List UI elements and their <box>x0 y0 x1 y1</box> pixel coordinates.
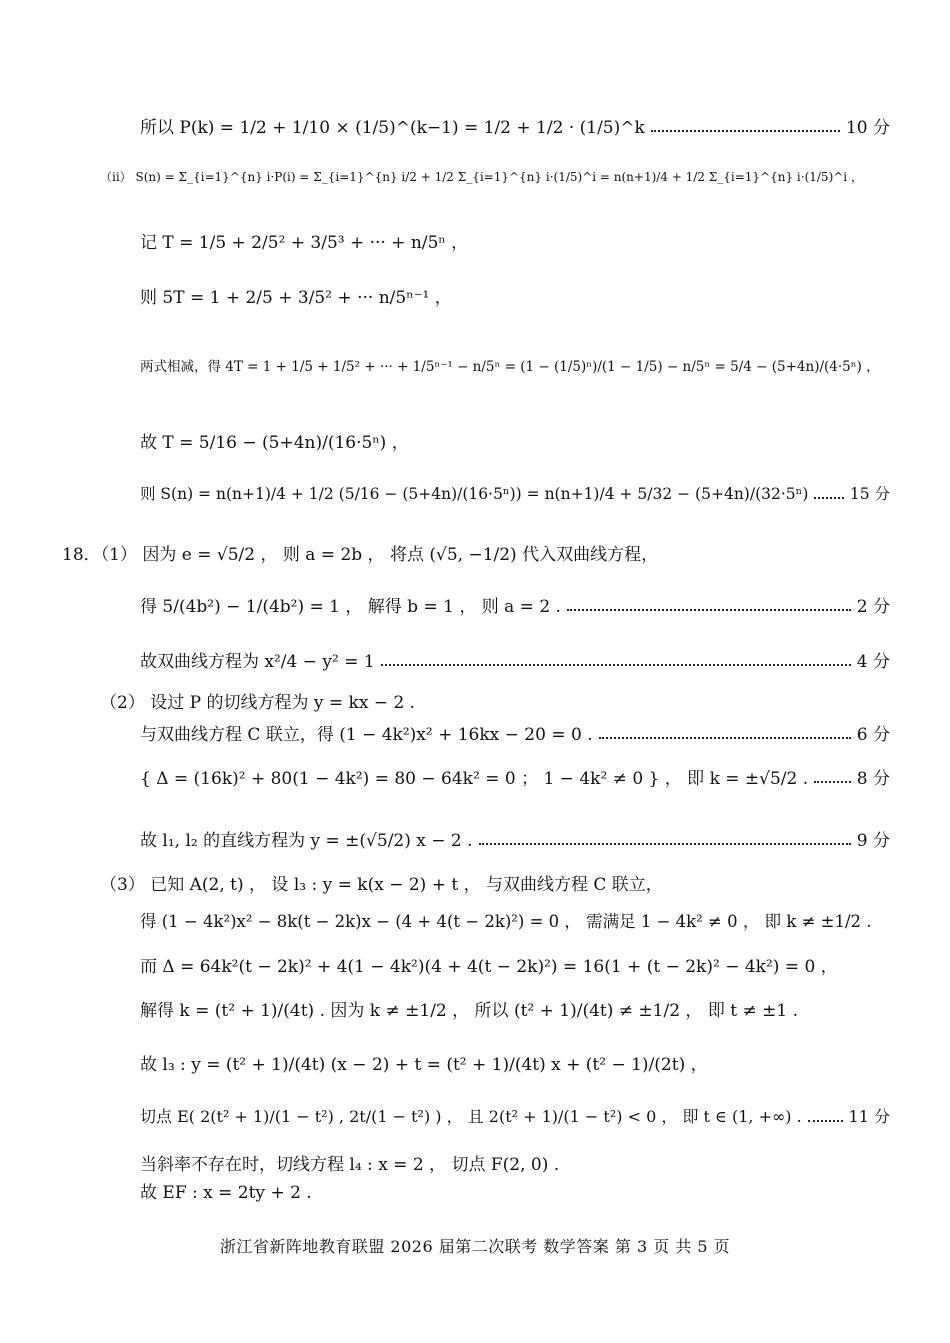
score-label: 11 分 <box>848 1107 890 1126</box>
solution-line-l04 <box>140 283 452 308</box>
solution-line-l01 <box>140 113 890 138</box>
solution-line-l19 <box>140 1050 708 1075</box>
score-label: 9 分 <box>856 831 890 851</box>
solution-line-l10 <box>140 647 890 672</box>
solution-line-l03 <box>140 228 468 253</box>
solution-text: 18．（1） 因为 e = √5/2 ， 则 a = 2b ， 将点 (√5, −1/2) 代入双曲线方程， <box>62 545 659 565</box>
solution-line-l22 <box>140 1178 312 1203</box>
dot-leader <box>814 781 851 783</box>
solution-text: 故 EF : x = 2ty + 2 . <box>140 1183 312 1203</box>
solution-text: 与双曲线方程 C 联立，得 (1 − 4k²)x² + 16kx − 20 = 0 . <box>140 725 593 745</box>
solution-line-l08 <box>62 540 658 565</box>
solution-line-l07 <box>140 482 890 504</box>
solution-text: 切点 E( 2(t² + 1)/(1 − t²) , 2t/(1 − t²) ) ， 且 2(t² + 1)/(1 − t²) < 0 ， 即 t ∈ (1, +∞) . <box>140 1107 802 1126</box>
dot-leader <box>651 130 840 132</box>
solution-line-l15 <box>100 870 663 895</box>
solution-text: { Δ = (16k)² + 80(1 − 4k²) = 80 − 64k² = 0 ； 1 − 4k² ≠ 0 } ， 即 k = ±√5/2 . <box>140 769 809 789</box>
solution-line-l14 <box>140 826 890 851</box>
solution-line-l11 <box>100 688 415 713</box>
solution-text: （2） 设过 P 的切线方程为 y = kx − 2 . <box>100 693 416 713</box>
solution-text: 得 (1 − 4k²)x² − 8k(t − 2k)x − (4 + 4(t − 2k)²) = 0 ， 需满足 1 − 4k² ≠ 0 ， 即 k ≠ ±1/2 . <box>140 912 872 931</box>
solution-text: （ii） S(n) = Σ_{i=1}^{n} i·P(i) = Σ_{i=1}^{n} i/2 + 1/2 Σ_{i=1}^{n} i·(1/5)^i = n(n+1)/4 + 1/2 Σ_{i=1}^{n} i·(1/5)^i ， <box>100 170 863 184</box>
solution-line-l05 <box>140 355 880 375</box>
score-label: 10 分 <box>845 118 890 138</box>
solution-line-l02 <box>100 168 863 185</box>
dot-leader <box>808 1120 843 1122</box>
solution-line-l12 <box>140 720 890 745</box>
dot-leader <box>381 664 851 666</box>
solution-text: 故 T = 5/16 − (5+4n)/(16·5ⁿ) ， <box>140 433 409 453</box>
solution-text: 解得 k = (t² + 1)/(4t) . 因为 k ≠ ±1/2 ， 所以 (t² + 1)/(4t) ≠ ±1/2 ， 即 t ≠ ±1 . <box>140 1001 798 1021</box>
page-footer: 浙江省新阵地教育联盟 2026 届第二次联考 数学答案 第 3 页 共 5 页 <box>219 1237 731 1256</box>
solution-line-l17 <box>140 952 838 977</box>
solution-text: 所以 P(k) = 1/2 + 1/10 × (1/5)^(k−1) = 1/2 + 1/2 · (1/5)^k <box>140 118 645 138</box>
solution-text: 当斜率不存在时，切线方程 l₄ : x = 2 ， 切点 F(2, 0) . <box>140 1155 560 1175</box>
score-label: 6 分 <box>856 725 890 745</box>
dot-leader <box>479 843 851 845</box>
score-label: 8 分 <box>856 769 890 789</box>
dot-leader <box>567 609 851 611</box>
solution-text: 得 5/(4b²) − 1/(4b²) = 1 ， 解得 b = 1 ， 则 a = 2 . <box>140 597 561 617</box>
solution-line-l16 <box>140 908 872 932</box>
score-label: 4 分 <box>856 652 890 672</box>
solution-text: 记 T = 1/5 + 2/5² + 3/5³ + ··· + n/5ⁿ ， <box>140 233 469 253</box>
dot-leader <box>814 497 843 499</box>
solution-text: 而 Δ = 64k²(t − 2k)² + 4(1 − 4k²)(4 + 4(t − 2k)²) = 16(1 + (t − 2k)² − 4k²) = 0 ， <box>140 957 838 977</box>
score-label: 15 分 <box>849 485 890 503</box>
solution-text: 两式相减，得 4T = 1 + 1/5 + 1/5² + ··· + 1/5ⁿ⁻¹ − n/5ⁿ = (1 − (1/5)ⁿ)/(1 − 1/5) − n/5ⁿ = 5/4 − (5+4n)/(4·5ⁿ) ， <box>140 359 880 375</box>
score-label: 2 分 <box>856 597 890 617</box>
solution-text: 则 S(n) = n(n+1)/4 + 1/2 (5/16 − (5+4n)/(16·5ⁿ)) = n(n+1)/4 + 5/32 − (5+4n)/(32·5ⁿ) <box>140 485 809 503</box>
solution-text: 则 5T = 1 + 2/5 + 3/5² + ··· n/5ⁿ⁻¹ ， <box>140 288 452 308</box>
dot-leader <box>599 737 851 739</box>
solution-text: 故 l₃ : y = (t² + 1)/(4t) (x − 2) + t = (t² + 1)/(4t) x + (t² − 1)/(2t) ， <box>140 1055 708 1075</box>
solution-text: 故双曲线方程为 x²/4 − y² = 1 <box>140 652 375 672</box>
solution-line-l06 <box>140 428 409 453</box>
solution-line-l13 <box>140 764 890 789</box>
solution-line-l20 <box>140 1104 890 1127</box>
solution-line-l09 <box>140 592 890 617</box>
solution-line-l21 <box>140 1150 559 1175</box>
solution-text: 故 l₁, l₂ 的直线方程为 y = ±(√5/2) x − 2 . <box>140 831 473 851</box>
solution-text: （3） 已知 A(2, t) ， 设 l₃ : y = k(x − 2) + t ， 与双曲线方程 C 联立， <box>100 875 663 895</box>
solution-line-l18 <box>140 996 798 1021</box>
